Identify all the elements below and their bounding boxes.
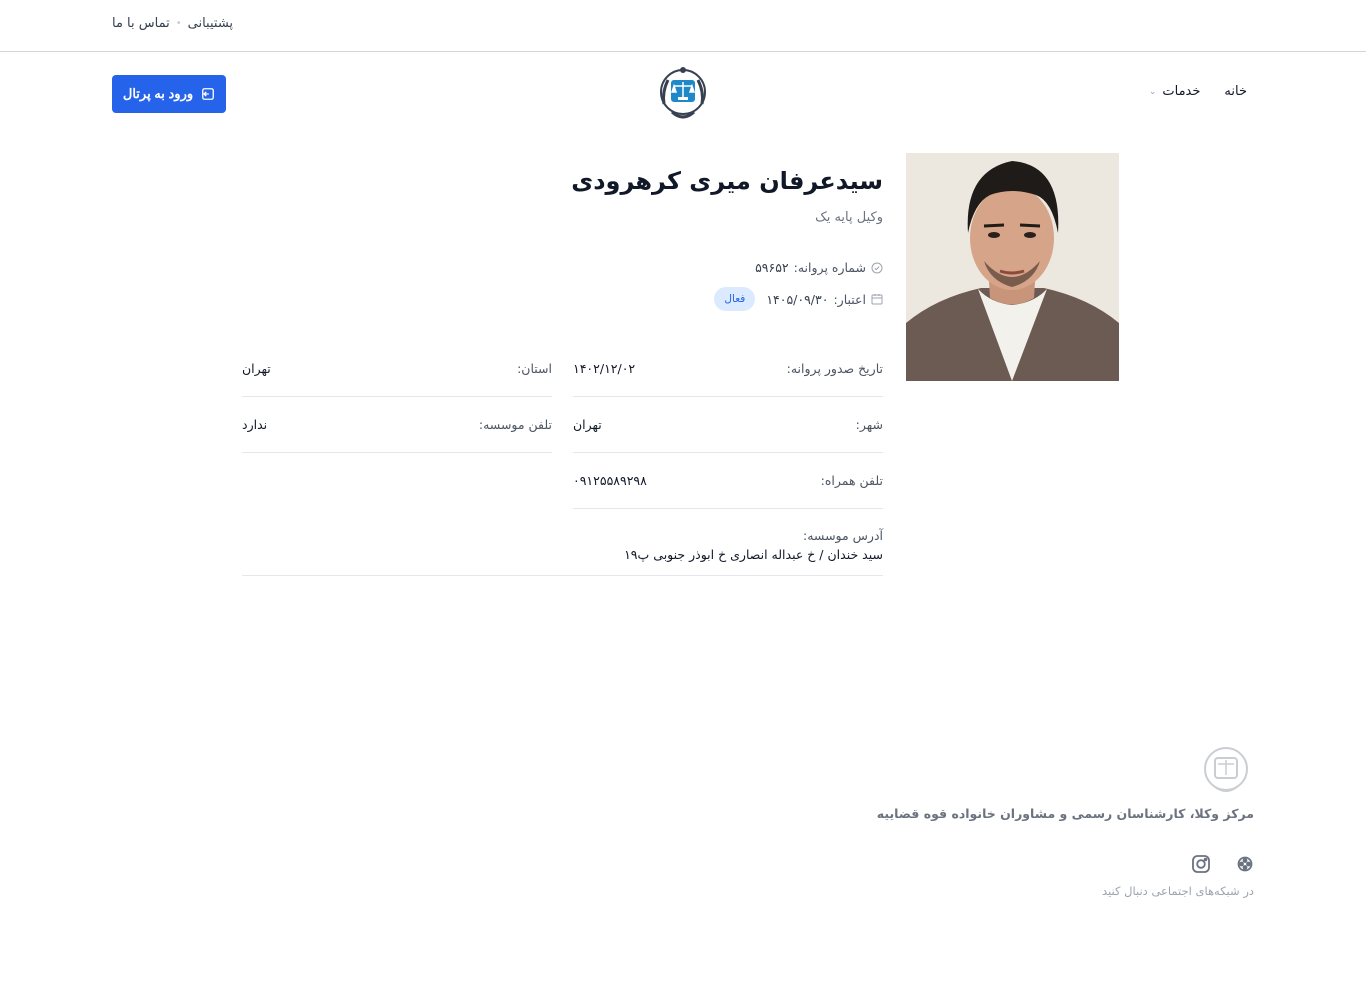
nav-home[interactable]: خانه	[1224, 84, 1247, 99]
issue-date-value: ۱۴۰۲/۱۲/۰۲	[573, 361, 636, 376]
license-row	[755, 260, 883, 275]
separator-dot: •	[175, 18, 182, 29]
profile-photo	[906, 153, 1119, 381]
validity-row	[714, 287, 883, 311]
validity-label: اعتبار:	[833, 291, 866, 307]
instagram-icon[interactable]	[1190, 853, 1212, 875]
chevron-down-icon: ⌄	[1148, 86, 1157, 97]
mobile-label: تلفن همراه:	[820, 473, 883, 488]
province-label: استان:	[517, 361, 552, 376]
aparat-icon[interactable]	[1234, 853, 1256, 875]
institute-phone-value: ندارد	[242, 417, 268, 432]
institute-phone-label: تلفن موسسه:	[478, 417, 552, 432]
field-mobile	[573, 473, 883, 509]
mobile-value[interactable]: ۰۹۱۲۵۵۸۹۲۹۸	[573, 473, 647, 488]
city-label: شهر:	[855, 417, 883, 432]
province-value: تهران	[242, 361, 271, 376]
city-value: تهران	[573, 417, 602, 432]
license-number: ۵۹۶۵۲	[755, 260, 789, 275]
header	[0, 52, 1366, 137]
social-follow-text: در شبکه‌های اجتماعی دنبال کنید	[1102, 884, 1254, 898]
status-badge: فعال	[714, 287, 755, 311]
address-value: سید خندان / خ عبداله انصاری خ ابوذر جنوبی پ۱۹	[624, 547, 883, 562]
check-circle-icon	[871, 262, 883, 274]
login-icon	[201, 87, 215, 101]
contact-link[interactable]: تماس با ما	[112, 16, 170, 31]
field-province	[242, 361, 552, 397]
main-nav	[1149, 84, 1247, 99]
issue-date-label: تاریخ صدور پروانه:	[786, 361, 883, 376]
footer-title: مرکز وکلا، کارشناسان رسمی و مشاوران خانواده قوه قضاییه	[876, 806, 1254, 821]
judiciary-emblem-logo[interactable]	[654, 64, 712, 124]
field-address	[242, 528, 883, 576]
calendar-icon	[871, 293, 883, 305]
address-label: آدرس موسسه:	[803, 528, 883, 543]
nav-services[interactable]	[1149, 84, 1201, 99]
portal-login-label: ورود به پرتال	[122, 86, 194, 101]
lawyer-name: سیدعرفان میری کرهرودی	[571, 167, 883, 195]
social-links	[1190, 853, 1256, 875]
nav-services-label: خدمات	[1162, 84, 1201, 99]
field-city	[573, 417, 883, 453]
license-label: شماره پروانه:	[793, 260, 866, 275]
field-institute-phone	[242, 417, 552, 453]
footer-emblem-logo	[1199, 743, 1253, 797]
portal-login-button[interactable]	[112, 75, 226, 113]
top-bar	[0, 0, 1366, 52]
lawyer-title: وکیل پایه یک	[815, 210, 883, 225]
top-links	[112, 16, 233, 31]
validity-date: ۱۴۰۵/۰۹/۳۰	[766, 291, 829, 307]
field-issue-date	[573, 361, 883, 397]
support-link[interactable]: پشتیبانی	[187, 16, 234, 31]
